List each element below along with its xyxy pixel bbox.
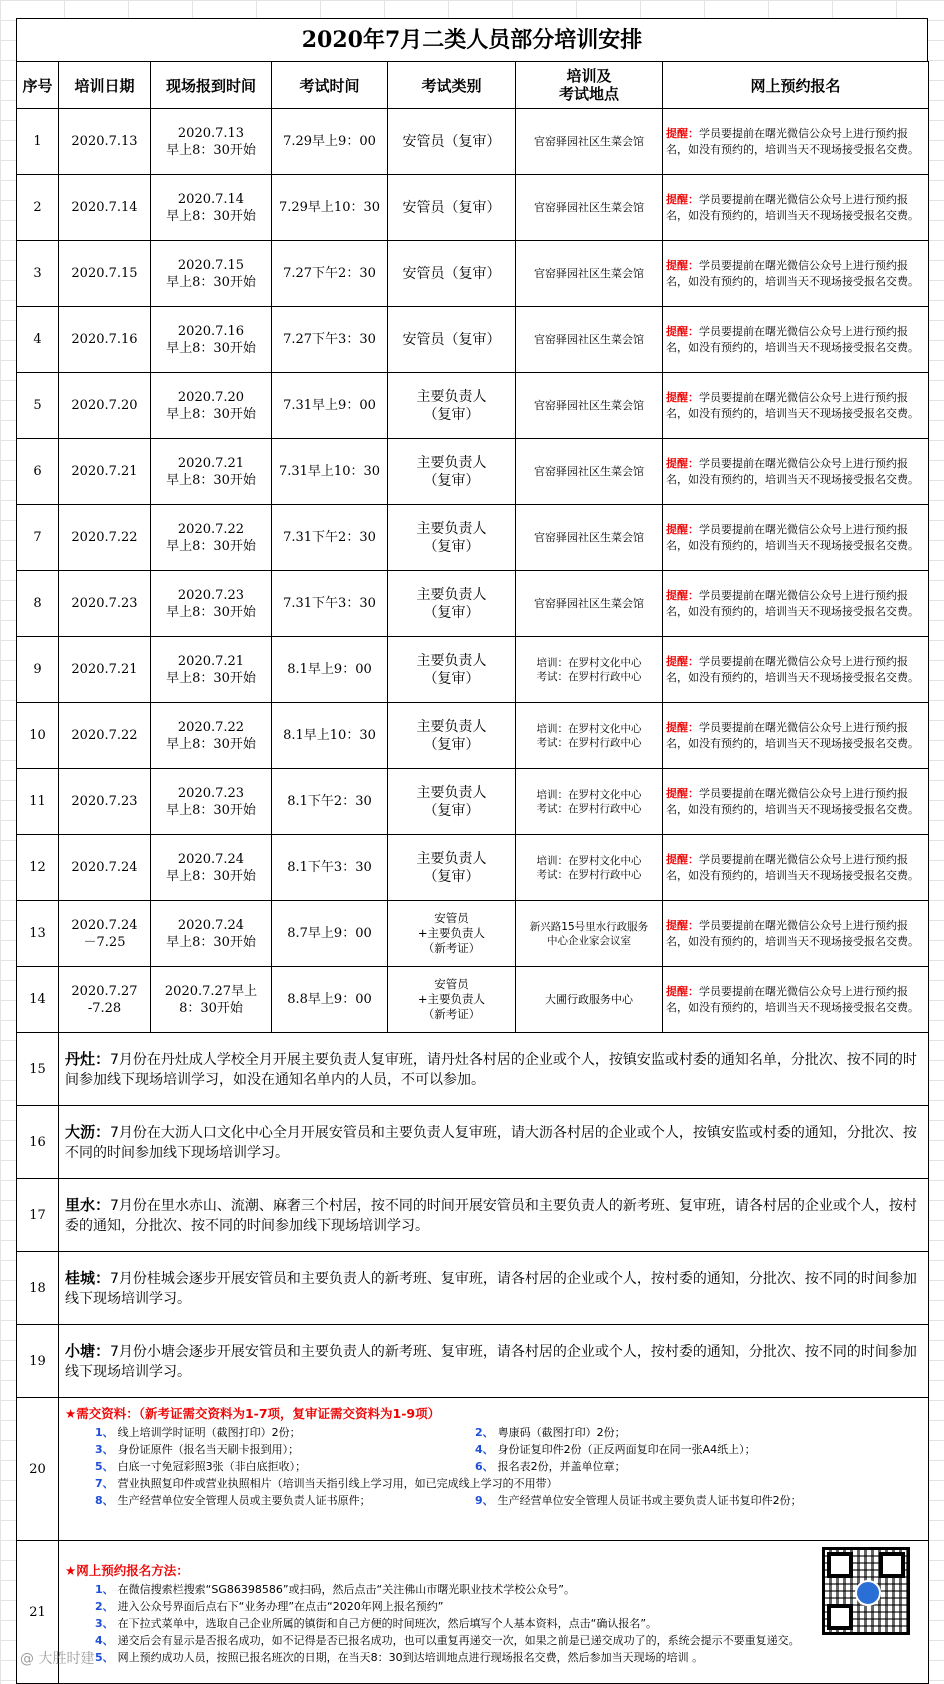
row-date: 2020.7.27 -7.28 bbox=[59, 967, 151, 1033]
row-location: 官窑驿园社区生菜会馆 bbox=[516, 373, 663, 439]
row-report-time: 2020.7.22 早上8：30开始 bbox=[151, 703, 272, 769]
row-report-time: 2020.7.13 早上8：30开始 bbox=[151, 109, 272, 175]
row-location: 官窑驿园社区生菜会馆 bbox=[516, 175, 663, 241]
header-location: 培训及 考试地点 bbox=[516, 62, 663, 109]
reminder-text: 学员要提前在曙光微信公众号上进行预约报名，如没有预约的，培训当天不现场接受报名交费。 bbox=[666, 258, 919, 288]
row-reminder bbox=[663, 175, 929, 241]
step-text: 进入公众号界面后点右下“业务办理”在点击“2020年网上报名预约” bbox=[117, 1600, 444, 1613]
reminder-text: 学员要提前在曙光微信公众号上进行预约报名，如没有预约的，培训当天不现场接受报名交费。 bbox=[666, 654, 919, 684]
row-reminder bbox=[663, 307, 929, 373]
row-exam-type: 安管员（复审） bbox=[388, 241, 516, 307]
row-exam-type: 主要负责人 （复审） bbox=[388, 439, 516, 505]
note-text bbox=[59, 1325, 929, 1398]
item-number: 3、 bbox=[95, 1443, 114, 1456]
row-exam-type: 安管员（复审） bbox=[388, 175, 516, 241]
materials-item bbox=[95, 1441, 475, 1458]
materials-item bbox=[475, 1441, 922, 1458]
reminder-label: 提醒： bbox=[666, 720, 699, 734]
row-exam-type: 安管员 +主要负责人 （新考证） bbox=[388, 967, 516, 1033]
row-date: 2020.7.16 bbox=[59, 307, 151, 373]
row-location: 官窑驿园社区生菜会馆 bbox=[516, 439, 663, 505]
row-reminder bbox=[663, 835, 929, 901]
reminder-label: 提醒： bbox=[666, 390, 699, 404]
reminder-text: 学员要提前在曙光微信公众号上进行预约报名，如没有预约的，培训当天不现场接受报名交费。 bbox=[666, 984, 919, 1014]
row-exam-type: 安管员 +主要负责人 （新考证） bbox=[388, 901, 516, 967]
reminder-label: 提醒： bbox=[666, 324, 699, 338]
note-row bbox=[17, 1179, 929, 1252]
step-number: 4、 bbox=[95, 1634, 114, 1647]
note-text bbox=[59, 1033, 929, 1106]
watermark: @ 大胜时建 bbox=[20, 1651, 95, 1667]
row-date: 2020.7.20 bbox=[59, 373, 151, 439]
online-step bbox=[95, 1615, 922, 1632]
row-date: 2020.7.14 bbox=[59, 175, 151, 241]
row-report-time: 2020.7.23 早上8：30开始 bbox=[151, 571, 272, 637]
row-date: 2020.7.21 bbox=[59, 637, 151, 703]
table-row bbox=[17, 967, 929, 1033]
row-reminder bbox=[663, 439, 929, 505]
materials-row bbox=[17, 1398, 929, 1541]
note-body: 7月份小塘会逐步开展安管员和主要负责人的新考班、复审班，请各村居的企业或个人，按村委的通知，分批次、按不同的时间参加线下现场培训学习。 bbox=[65, 1343, 917, 1380]
row-location: 培训：在罗村文化中心 考试：在罗村行政中心 bbox=[516, 835, 663, 901]
reminder-label: 提醒： bbox=[666, 126, 699, 140]
row-report-time: 2020.7.20 早上8：30开始 bbox=[151, 373, 272, 439]
materials-item bbox=[95, 1458, 475, 1475]
note-number: 17 bbox=[17, 1179, 59, 1252]
row-exam-type: 主要负责人 （复审） bbox=[388, 373, 516, 439]
note-area-label: 小塘： bbox=[65, 1341, 111, 1360]
row-date: 2020.7.22 bbox=[59, 505, 151, 571]
materials-item bbox=[95, 1492, 475, 1509]
table-row bbox=[17, 241, 929, 307]
materials-item bbox=[475, 1492, 922, 1509]
note-area-label: 桂城： bbox=[65, 1268, 111, 1287]
item-text: 身份证复印件2份（正反两面复印在同一张A4纸上）； bbox=[497, 1443, 756, 1456]
row-report-time: 2020.7.24 早上8：30开始 bbox=[151, 901, 272, 967]
materials-item bbox=[475, 1424, 922, 1441]
reminder-text: 学员要提前在曙光微信公众号上进行预约报名，如没有预约的，培训当天不现场接受报名交费。 bbox=[666, 588, 919, 618]
reminder-text: 学员要提前在曙光微信公众号上进行预约报名，如没有预约的，培训当天不现场接受报名交费。 bbox=[666, 192, 919, 222]
row-reminder bbox=[663, 703, 929, 769]
row-exam-type: 主要负责人 （复审） bbox=[388, 637, 516, 703]
row-exam-time: 7.29早上9：00 bbox=[272, 109, 388, 175]
note-number: 16 bbox=[17, 1106, 59, 1179]
header-booking: 网上预约报名 bbox=[663, 62, 929, 109]
reminder-label: 提醒： bbox=[666, 918, 699, 932]
item-number: 2、 bbox=[475, 1426, 494, 1439]
item-number: 1、 bbox=[95, 1426, 114, 1439]
online-number: 21 bbox=[17, 1541, 59, 1684]
note-text bbox=[59, 1106, 929, 1179]
step-number: 3、 bbox=[95, 1617, 114, 1630]
reminder-text: 学员要提前在曙光微信公众号上进行预约报名，如没有预约的，培训当天不现场接受报名交费。 bbox=[666, 324, 919, 354]
qr-corner-icon bbox=[827, 1604, 853, 1630]
row-reminder bbox=[663, 505, 929, 571]
row-location: 新兴路15号里水行政服务 中心企业家会议室 bbox=[516, 901, 663, 967]
online-step bbox=[95, 1632, 922, 1649]
reminder-text: 学员要提前在曙光微信公众号上进行预约报名，如没有预约的，培训当天不现场接受报名交费。 bbox=[666, 786, 919, 816]
table-row bbox=[17, 835, 929, 901]
row-location: 官窑驿园社区生菜会馆 bbox=[516, 241, 663, 307]
materials-heading: ★需交资料：（新考证需交资料为1-7项，复审证需交资料为1-9项） bbox=[65, 1406, 441, 1421]
reminder-label: 提醒： bbox=[666, 786, 699, 800]
row-report-time: 2020.7.14 早上8：30开始 bbox=[151, 175, 272, 241]
materials-grid bbox=[65, 1492, 922, 1509]
row-number: 10 bbox=[17, 703, 59, 769]
reminder-text: 学员要提前在曙光微信公众号上进行预约报名，如没有预约的，培训当天不现场接受报名交费。 bbox=[666, 390, 919, 420]
row-exam-type: 安管员（复审） bbox=[388, 307, 516, 373]
table-row bbox=[17, 637, 929, 703]
item-number: 7、 bbox=[95, 1477, 114, 1490]
row-reminder bbox=[663, 637, 929, 703]
row-report-time: 2020.7.24 早上8：30开始 bbox=[151, 835, 272, 901]
row-location: 官窑驿园社区生菜会馆 bbox=[516, 109, 663, 175]
reminder-label: 提醒： bbox=[666, 258, 699, 272]
schedule-table bbox=[16, 61, 929, 1684]
note-area-label: 丹灶： bbox=[65, 1049, 111, 1068]
row-number: 14 bbox=[17, 967, 59, 1033]
table-row bbox=[17, 439, 929, 505]
table-row bbox=[17, 901, 929, 967]
online-step bbox=[95, 1649, 922, 1666]
row-report-time: 2020.7.15 早上8：30开始 bbox=[151, 241, 272, 307]
step-text: 递交后会有显示是否报名成功，如不记得是否已报名成功，也可以重复再递交一次，如果之前是已递交成功了的，系统会提示不要重复递交。 bbox=[117, 1634, 800, 1647]
item-number: 5、 bbox=[95, 1460, 114, 1473]
row-report-time: 2020.7.16 早上8：30开始 bbox=[151, 307, 272, 373]
row-location: 培训：在罗村文化中心 考试：在罗村行政中心 bbox=[516, 769, 663, 835]
note-text bbox=[59, 1252, 929, 1325]
item-text: 报名表2份，并盖单位章； bbox=[497, 1460, 626, 1473]
reminder-label: 提醒： bbox=[666, 456, 699, 470]
row-number: 9 bbox=[17, 637, 59, 703]
row-date: 2020.7.15 bbox=[59, 241, 151, 307]
row-location: 官窑驿园社区生菜会馆 bbox=[516, 505, 663, 571]
row-exam-time: 7.27下午2：30 bbox=[272, 241, 388, 307]
step-number: 1、 bbox=[95, 1583, 114, 1596]
item-text: 粤康码（截图打印）2份； bbox=[497, 1426, 626, 1439]
row-exam-time: 8.1下午2：30 bbox=[272, 769, 388, 835]
note-row bbox=[17, 1033, 929, 1106]
reminder-label: 提醒： bbox=[666, 984, 699, 998]
row-number: 1 bbox=[17, 109, 59, 175]
note-number: 19 bbox=[17, 1325, 59, 1398]
row-exam-type: 主要负责人 （复审） bbox=[388, 835, 516, 901]
reminder-label: 提醒： bbox=[666, 522, 699, 536]
step-text: 在微信搜索栏搜索“SG86398586”或扫码，然后点击“关注佛山市曙光职业技术学校公众号”。 bbox=[117, 1583, 575, 1596]
note-text bbox=[59, 1179, 929, 1252]
row-report-time: 2020.7.27早上 8：30开始 bbox=[151, 967, 272, 1033]
row-exam-time: 8.1早上9：00 bbox=[272, 637, 388, 703]
row-reminder bbox=[663, 571, 929, 637]
note-body: 7月份在丹灶成人学校全月开展主要负责人复审班，请丹灶各村居的企业或个人，按镇安监或村委的通知名单，分批次、按不同的时间参加线下现场培训学习，如没在通知名单内的人员，不可以参加。 bbox=[65, 1051, 917, 1088]
item-number: 9、 bbox=[475, 1494, 494, 1507]
reminder-label: 提醒： bbox=[666, 588, 699, 602]
row-exam-type: 主要负责人 （复审） bbox=[388, 505, 516, 571]
item-text: 生产经营单位安全管理人员证书或主要负责人证书复印件2份； bbox=[497, 1494, 802, 1507]
schedule-sheet bbox=[16, 18, 928, 1684]
row-reminder bbox=[663, 109, 929, 175]
note-row bbox=[17, 1252, 929, 1325]
header-type: 考试类别 bbox=[388, 62, 516, 109]
table-row bbox=[17, 307, 929, 373]
note-body: 7月份在大沥人口文化中心全月开展安管员和主要负责人复审班，请大沥各村居的企业或个人，按镇安监或村委的通知，分批次、按不同的时间参加线下现场培训学习。 bbox=[65, 1124, 917, 1161]
row-exam-type: 主要负责人 （复审） bbox=[388, 571, 516, 637]
row-exam-time: 7.31早上10：30 bbox=[272, 439, 388, 505]
item-text: 生产经营单位安全管理人员或主要负责人证书原件； bbox=[117, 1494, 371, 1507]
item-text: 身份证原件（报名当天刷卡报到用）； bbox=[117, 1443, 300, 1456]
item-text: 营业执照复印件或营业执照相片（培训当天指引线上学习用，如已完成线上学习的不用带） bbox=[117, 1477, 558, 1490]
step-number: 5、 bbox=[95, 1651, 114, 1664]
item-number: 6、 bbox=[475, 1460, 494, 1473]
materials-item bbox=[95, 1475, 922, 1492]
online-heading: ★网上预约报名方法： bbox=[65, 1563, 189, 1578]
row-exam-type: 主要负责人 （复审） bbox=[388, 703, 516, 769]
page-title: 2020年7月二类人员部分培训安排 bbox=[16, 18, 928, 61]
row-exam-type: 主要负责人 （复审） bbox=[388, 769, 516, 835]
row-exam-time: 7.31早上9：00 bbox=[272, 373, 388, 439]
online-step bbox=[95, 1581, 922, 1598]
table-row bbox=[17, 505, 929, 571]
materials-grid bbox=[65, 1424, 922, 1475]
reminder-label: 提醒： bbox=[666, 654, 699, 668]
reminder-label: 提醒： bbox=[666, 192, 699, 206]
note-row bbox=[17, 1325, 929, 1398]
row-date: 2020.7.22 bbox=[59, 703, 151, 769]
row-location: 官窑驿园社区生菜会馆 bbox=[516, 571, 663, 637]
row-number: 3 bbox=[17, 241, 59, 307]
row-location: 培训：在罗村文化中心 考试：在罗村行政中心 bbox=[516, 637, 663, 703]
note-area-label: 里水： bbox=[65, 1195, 111, 1214]
row-reminder bbox=[663, 769, 929, 835]
row-report-time: 2020.7.21 早上8：30开始 bbox=[151, 439, 272, 505]
row-reminder bbox=[663, 967, 929, 1033]
row-number: 5 bbox=[17, 373, 59, 439]
row-exam-time: 8.1早上10：30 bbox=[272, 703, 388, 769]
row-exam-time: 8.1下午3：30 bbox=[272, 835, 388, 901]
materials-number: 20 bbox=[17, 1398, 59, 1541]
note-row bbox=[17, 1106, 929, 1179]
row-number: 6 bbox=[17, 439, 59, 505]
table-row bbox=[17, 109, 929, 175]
materials-cell bbox=[59, 1398, 929, 1541]
row-reminder bbox=[663, 373, 929, 439]
row-number: 11 bbox=[17, 769, 59, 835]
row-date: 2020.7.21 bbox=[59, 439, 151, 505]
row-number: 13 bbox=[17, 901, 59, 967]
online-step bbox=[95, 1598, 922, 1615]
header-date: 培训日期 bbox=[59, 62, 151, 109]
materials-wide bbox=[65, 1475, 922, 1492]
row-location: 官窑驿园社区生菜会馆 bbox=[516, 307, 663, 373]
table-row bbox=[17, 769, 929, 835]
note-body: 7月份桂城会逐步开展安管员和主要负责人的新考班、复审班，请各村居的企业或个人，按村委的通知，分批次、按不同的时间参加线下现场培训学习。 bbox=[65, 1270, 917, 1307]
row-date: 2020.7.13 bbox=[59, 109, 151, 175]
row-number: 12 bbox=[17, 835, 59, 901]
row-number: 8 bbox=[17, 571, 59, 637]
row-exam-type: 安管员（复审） bbox=[388, 109, 516, 175]
step-text: 网上预约成功人员，按照已报名班次的日期，在当天8：30到达培训地点进行现场报名交费，然后参加当天现场的培训 。 bbox=[117, 1651, 704, 1664]
row-exam-time: 8.8早上9：00 bbox=[272, 967, 388, 1033]
item-number: 8、 bbox=[95, 1494, 114, 1507]
row-exam-time: 7.31下午2：30 bbox=[272, 505, 388, 571]
reminder-label: 提醒： bbox=[666, 852, 699, 866]
reminder-text: 学员要提前在曙光微信公众号上进行预约报名，如没有预约的，培训当天不现场接受报名交费。 bbox=[666, 720, 919, 750]
row-exam-time: 7.31下午3：30 bbox=[272, 571, 388, 637]
row-exam-time: 8.7早上9：00 bbox=[272, 901, 388, 967]
online-steps bbox=[65, 1581, 922, 1666]
row-reminder bbox=[663, 901, 929, 967]
reminder-text: 学员要提前在曙光微信公众号上进行预约报名，如没有预约的，培训当天不现场接受报名交费。 bbox=[666, 456, 919, 486]
table-row bbox=[17, 703, 929, 769]
item-text: 线上培训学时证明（截图打印）2份； bbox=[117, 1426, 301, 1439]
qr-logo-icon bbox=[855, 1580, 881, 1606]
step-text: 在下拉式菜单中，选取自己企业所属的镇街和自己方便的时间班次，然后填写个人基本资料，点击“确认报名”。 bbox=[117, 1617, 658, 1630]
note-area-label: 大沥： bbox=[65, 1122, 111, 1141]
row-report-time: 2020.7.22 早上8：30开始 bbox=[151, 505, 272, 571]
spacer bbox=[65, 1547, 922, 1561]
row-exam-time: 7.29早上10：30 bbox=[272, 175, 388, 241]
row-reminder bbox=[663, 241, 929, 307]
online-cell bbox=[59, 1541, 929, 1684]
reminder-text: 学员要提前在曙光微信公众号上进行预约报名，如没有预约的，培训当天不现场接受报名交费。 bbox=[666, 852, 919, 882]
row-location: 培训：在罗村文化中心 考试：在罗村行政中心 bbox=[516, 703, 663, 769]
online-booking-row bbox=[17, 1541, 929, 1684]
header-no: 序号 bbox=[17, 62, 59, 109]
note-number: 18 bbox=[17, 1252, 59, 1325]
materials-item bbox=[95, 1424, 475, 1441]
table-row bbox=[17, 175, 929, 241]
materials-item bbox=[475, 1458, 922, 1475]
row-exam-time: 7.27下午3：30 bbox=[272, 307, 388, 373]
row-date: 2020.7.23 bbox=[59, 769, 151, 835]
row-report-time: 2020.7.23 早上8：30开始 bbox=[151, 769, 272, 835]
row-date: 2020.7.24 －7.25 bbox=[59, 901, 151, 967]
table-row bbox=[17, 571, 929, 637]
reminder-text: 学员要提前在曙光微信公众号上进行预约报名，如没有预约的，培训当天不现场接受报名交费。 bbox=[666, 522, 919, 552]
row-date: 2020.7.23 bbox=[59, 571, 151, 637]
item-text: 白底一寸免冠彩照3张（非白底拒收）； bbox=[117, 1460, 307, 1473]
note-body: 7月份在里水赤山、流潮、麻奢三个村居，按不同的时间开展安管员和主要负责人的新考班、复审班，请各村居的企业或个人，按村委的通知，分批次、按不同的时间参加线下现场培训学习。 bbox=[65, 1197, 917, 1234]
step-number: 2、 bbox=[95, 1600, 114, 1613]
note-number: 15 bbox=[17, 1033, 59, 1106]
row-report-time: 2020.7.21 早上8：30开始 bbox=[151, 637, 272, 703]
qr-code-icon[interactable] bbox=[822, 1547, 910, 1635]
row-number: 7 bbox=[17, 505, 59, 571]
row-number: 2 bbox=[17, 175, 59, 241]
reminder-text: 学员要提前在曙光微信公众号上进行预约报名，如没有预约的，培训当天不现场接受报名交费。 bbox=[666, 126, 919, 156]
table-row bbox=[17, 373, 929, 439]
header-exam: 考试时间 bbox=[272, 62, 388, 109]
row-location: 大圃行政服务中心 bbox=[516, 967, 663, 1033]
header-row bbox=[17, 62, 929, 109]
row-date: 2020.7.24 bbox=[59, 835, 151, 901]
reminder-text: 学员要提前在曙光微信公众号上进行预约报名，如没有预约的，培训当天不现场接受报名交费。 bbox=[666, 918, 919, 948]
header-report: 现场报到时间 bbox=[151, 62, 272, 109]
row-number: 4 bbox=[17, 307, 59, 373]
item-number: 4、 bbox=[475, 1443, 494, 1456]
